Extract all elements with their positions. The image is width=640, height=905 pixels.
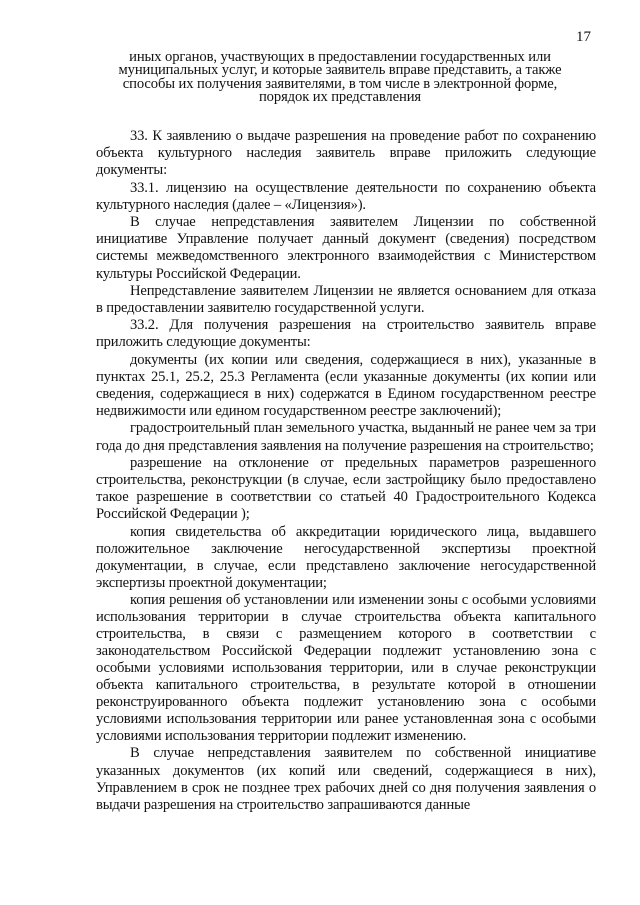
heading-line: иных органов, участвующих в предоставлении государственных или — [129, 49, 551, 65]
heading-line: способы их получения заявителями, в том числе в электронной форме, — [122, 75, 558, 92]
heading-line: муниципальных услуг, и которые заявитель вправе представить, а также — [118, 62, 562, 79]
paragraph-license-request: В случае непредставления заявителем Лицензии по собственной инициативе Управление получает данный документ (сведения) посредством системы межведомственного электронного взаимодействия с Министерством культуры Российской Федерации. — [96, 214, 596, 282]
list-item-deviation-permit: разрешение на отклонение от предельных параметров разрешенного строительства, реконструкции (в случае, если застройщику было предоставлено такое разрешение в соответствии со статьей 40 Градостроительного Кодекса Российской Федерации ); — [96, 454, 596, 523]
paragraph-33-1: 33.1. лицензию на осуществление деятельности по сохранению объекта культурного наследия (далее – «Лицензия»). — [96, 179, 596, 213]
paragraph-33: 33. К заявлению о выдаче разрешения на проведение работ по сохранению объекта культурного наследия заявитель вправе приложить следующие документы: — [96, 128, 596, 179]
paragraph-license-not-grounds: Непредставление заявителем Лицензии не является основанием для отказа в предоставлении заявителю государственной услуги. — [96, 282, 596, 317]
paragraph-33-2: 33.2. Для получения разрешения на строительство заявитель вправе приложить следующие документы: — [96, 317, 596, 351]
page-number: 17 — [576, 29, 591, 45]
list-item-accreditation-copy: копия свидетельства об аккредитации юридического лица, выдавшего положительное заключение негосударственной экспертизы проектной документации, в случае, если представлено заключение негосударственной экспертизы проектной документации; — [96, 523, 596, 592]
list-item-urban-plan: градостроительный план земельного участка, выданный не ранее чем за три года до дня представления заявления на получение разрешения на строительство; — [96, 420, 596, 454]
list-item-zone-decision: копия решения об установлении или изменении зоны с особыми условиями использования территории в случае строительства объекта капитального строительства, в связи с размещением которого в соответствии с законодательством Российской Федерации подлежит установлению зона с особыми условиями использования территории, или в случае реконструкции объекта капитального строительства, в результате которой в отношении реконструированного объекта подлежит установлению зона с особыми условиями использования территории или ранее установленная зона с особыми условиями использования территории подлежит изменению. — [96, 592, 596, 745]
heading-line: порядок их представления — [258, 89, 422, 106]
list-item-documents: документы (их копии или сведения, содержащиеся в них), указанные в пунктах 25.1, 25.2, 25.3 Регламента (если указанные документы (их копии или сведения, содержащиеся в них) содержатся в Едином государственном реестре недвижимости или едином государственном реестре заключений); — [96, 351, 596, 420]
section-heading — [95, 51, 585, 105]
paragraph-non-submission: В случае непредставления заявителем по собственной инициативе указанных документов (их копий или сведений, содержащиеся в них), Управлением в срок не позднее трех рабочих дней со дня получения заявления о выдачи разрешения на строительство запрашиваются данные — [96, 745, 596, 814]
document-body — [96, 128, 596, 814]
